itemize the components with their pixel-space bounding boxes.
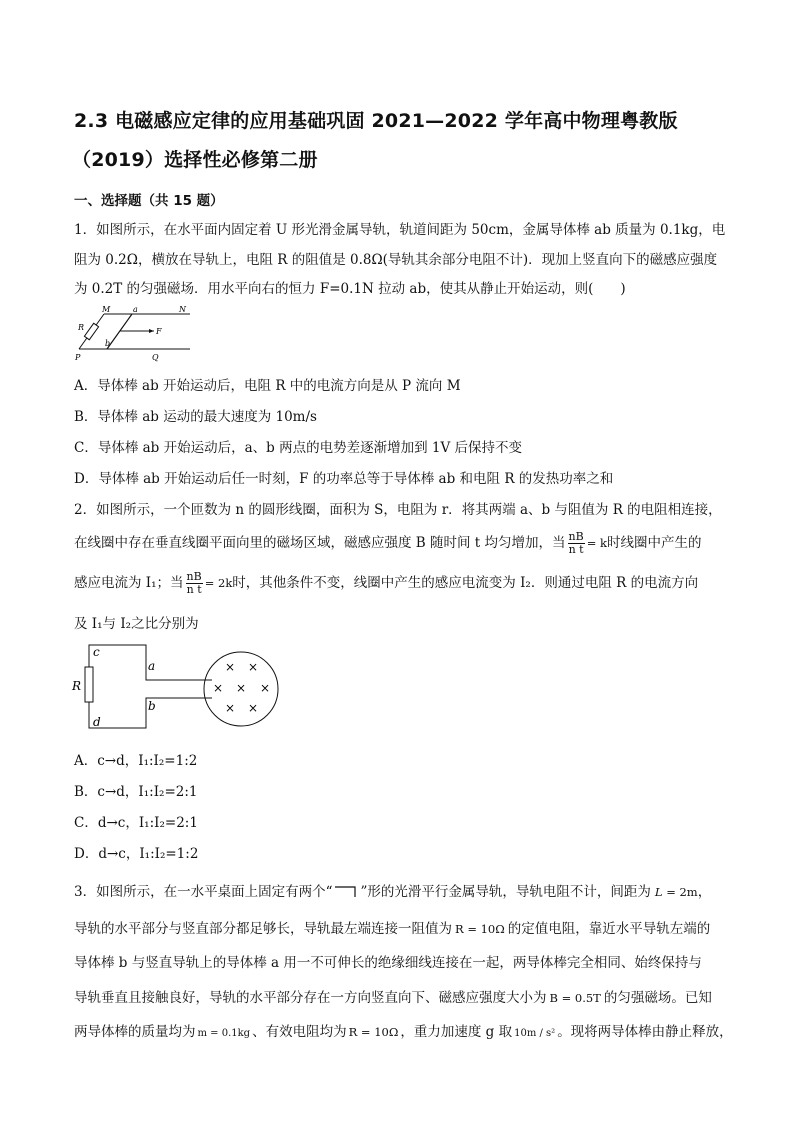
- q3-stem-line1: [74, 880, 711, 900]
- q2-stem-line2-text-b: 时线圈中产生的: [606, 535, 702, 551]
- q3-stem-line4: [74, 986, 712, 1006]
- q1-label-P: P: [75, 353, 81, 362]
- q2-fraction-2-den: n t: [186, 583, 202, 596]
- field-cross: ×: [259, 681, 271, 695]
- q1-label-F: F: [156, 327, 162, 336]
- field-cross: ×: [247, 701, 259, 715]
- q2-stem-line2: [74, 531, 701, 556]
- q3-line2-text-b: 的定值电阻，靠近水平导轨左端的: [507, 921, 711, 937]
- q1-stem-line3: 为 0.2T 的匀强磁场．用水平向右的恒力 F=0.1N 拉动 ab，使其从静止开始运动，则( ): [74, 281, 626, 297]
- q2-option-a: A．c→d，I₁:I₂=1:2: [74, 753, 198, 769]
- q3-stem-line2: [74, 917, 710, 937]
- q3-line5-text-c: ，重力加速度 g 取: [400, 1024, 513, 1040]
- q1-resistor: [84, 323, 98, 340]
- q2-stem-line3-text-b: 时，其他条件不变，线圈中产生的感应电流变为 I₂．则通过电阻 R 的电流方向: [232, 575, 699, 591]
- rail-shape-icon: [333, 884, 361, 898]
- q1-option-a: A．导体棒 ab 开始运动后，电阻 R 中的电流方向是从 P 流向 M: [74, 378, 461, 394]
- q3-line4-text-b: 的匀强磁场。已知: [603, 990, 712, 1006]
- q3-line1-text-b: ”形的光滑平行金属导轨，导轨电阻不计，间距为: [360, 884, 651, 900]
- q1-stem-line2: 阻为 0.2Ω，横放在导轨上，电阻 R 的阻值是 0.8Ω(导轨其余部分电阻不计)．现加上竖直向下的磁感应强度: [74, 252, 718, 268]
- q1-label-a: a: [133, 305, 138, 314]
- q3-stem-line5: [74, 1020, 733, 1040]
- q1-option-b: B．导体棒 ab 运动的最大速度为 10m/s: [74, 409, 317, 425]
- q3-line2-text-a: 导轨的水平部分与竖直部分都足够长，导轨最左端连接一阻值为: [74, 921, 452, 937]
- q2-stem-line4: 及 I₁与 I₂之比分别为: [74, 616, 199, 632]
- q1-label-R: R: [78, 323, 85, 332]
- q1-label-M: M: [102, 305, 111, 314]
- doc-title-line1: 2.3 电磁感应定律的应用基础巩固 2021—2022 学年高中物理粤教版: [74, 110, 678, 132]
- q1-force-arrow: [149, 329, 154, 333]
- q2-stem-line2-text-a: 在线圈中存在垂直线圈平面向里的磁场区域，磁感应强度 B 随时间 t 均匀增加，当: [74, 535, 566, 551]
- q2-stem-line3-text-a: 感应电流为 I₁；当: [74, 575, 184, 591]
- q2-option-c: C．d→c，I₁:I₂=2:1: [74, 815, 198, 831]
- q2-eq-2k: = 2k: [204, 576, 233, 590]
- q3-line4-text-a: 导轨垂直且接触良好，导轨的水平部分存在一方向竖直向下、磁感应强度大小为: [74, 990, 547, 1006]
- q3-line5-text-b: 、有效电阻均为: [252, 1024, 347, 1040]
- q3-line5-text-d: 。现将两导体棒由静止释放，: [557, 1024, 733, 1040]
- q3-R-value: R = 10Ω: [455, 922, 505, 936]
- q2-stem-line3: [74, 571, 698, 596]
- q1-rod-ab: [107, 314, 132, 349]
- q3-L-value: L = 2m: [654, 885, 698, 899]
- q2-magnetic-field-crosses: [213, 660, 270, 715]
- q2-label-R: R: [72, 679, 82, 693]
- q2-coil-figure: [68, 640, 284, 740]
- q1-label-N: N: [179, 305, 186, 314]
- q1-circuit-figure: [72, 304, 202, 364]
- doc-title-line2: （2019）选择性必修第二册: [72, 149, 318, 171]
- q2-fraction-2: [186, 571, 203, 596]
- q2-fraction-2-num: nB: [186, 570, 202, 583]
- q1-stem-line1: 1．如图所示，在水平面内固定着 U 形光滑金属导轨，轨道间距为 50cm，金属导体棒 ab 质量为 0.1kg，电: [74, 222, 726, 238]
- field-cross: ×: [224, 660, 236, 674]
- field-cross: ×: [224, 701, 236, 715]
- section-heading: 一、选择题（共 15 题）: [74, 193, 224, 209]
- q2-fraction-1-num: nB: [568, 530, 584, 543]
- q1-option-c: C．导体棒 ab 开始运动后，a、b 两点的电势差逐渐增加到 1V 后保持不变: [74, 440, 523, 456]
- q2-label-b: b: [148, 699, 156, 713]
- q2-resistor: [85, 667, 93, 702]
- q2-option-b: B．c→d，I₁:I₂=2:1: [74, 784, 198, 800]
- q1-label-b: b: [105, 339, 111, 348]
- q3-B-value: B = 0.5T: [549, 991, 601, 1005]
- q3-line5-text-a: 两导体棒的质量均为: [74, 1024, 196, 1040]
- q3-line1-text-a: 3．如图所示，在一水平桌面上固定有两个“: [74, 884, 333, 900]
- q2-label-c: c: [93, 645, 100, 659]
- q3-m-value: m = 0.1kg: [197, 1028, 251, 1039]
- q2-stem-line1: 2．如图所示，一个匝数为 n 的圆形线圈，面积为 S，电阻为 r．将其两端 a、b 与阻值为 R 的电阻相连接，: [74, 502, 722, 518]
- q2-label-d: d: [93, 715, 101, 729]
- q3-line1-text-c: ，: [697, 884, 712, 900]
- q2-option-d: D．d→c，I₁:I₂=1:2: [74, 846, 199, 862]
- q3-g-value: 10m / s²: [514, 1028, 556, 1039]
- q1-label-Q: Q: [152, 353, 159, 362]
- q1-option-d: D．导体棒 ab 开始运动后任一时刻，F 的功率总等于导体棒 ab 和电阻 R 的发热功率之和: [74, 471, 614, 487]
- q2-fraction-1: [568, 531, 585, 556]
- q3-R2-value: R = 10Ω: [348, 1025, 399, 1039]
- q2-label-a: a: [148, 659, 156, 673]
- q2-eq-k: = k: [586, 536, 607, 550]
- q3-stem-line3: 导体棒 b 与竖直导轨上的导体棒 a 用一不可伸长的绝缘细线连接在一起，两导体棒完全相同、始终保持与: [74, 955, 702, 971]
- field-cross: ×: [247, 660, 259, 674]
- field-cross: ×: [235, 681, 247, 695]
- field-cross: ×: [212, 681, 224, 695]
- q2-fraction-1-den: n t: [568, 543, 584, 556]
